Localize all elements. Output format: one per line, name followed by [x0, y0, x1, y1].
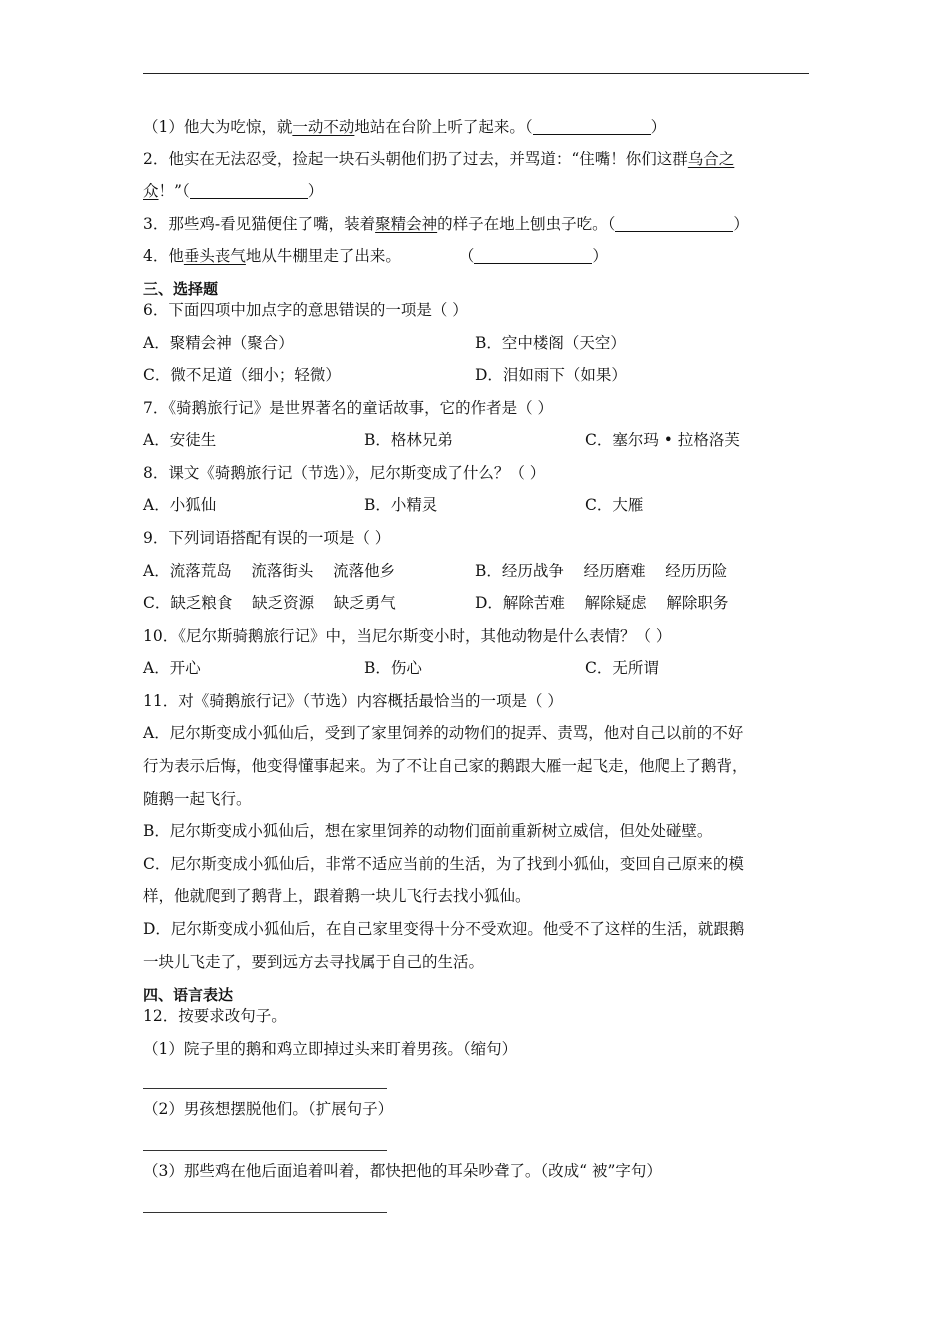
answer-blank[interactable] [615, 216, 733, 232]
item-text: 2．他实在无法忍受，捡起一块石头朝他们扔了过去，并骂道：“住嘴！你们这群 [143, 150, 688, 168]
section-heading-choice: 三、选择题 [143, 280, 219, 298]
answer-line[interactable] [143, 1150, 387, 1151]
question-9-stem: 9．下列词语搭配有误的一项是（ ） [143, 529, 391, 547]
q8-option-b[interactable]: B．小精灵 [364, 496, 438, 514]
q11-option-a[interactable]: A．尼尔斯变成小狐仙后，受到了家里饲养的动物们的捉弄、责骂，他对自己以前的不好 [143, 724, 744, 742]
item-text: 的样子在地上刨虫子吃。（ [437, 215, 616, 233]
synonym-item-4 [143, 245, 608, 267]
q11-option-d-cont: 一块儿飞走了，要到远方去寻找属于自己的生活。 [143, 953, 485, 971]
answer-blank[interactable] [474, 248, 592, 264]
q11-option-a-cont: 随鹅一起飞行。 [143, 790, 252, 808]
q7-option-c[interactable]: C．塞尔玛 • 拉格洛芙 [585, 431, 740, 449]
q9-option-c[interactable]: C．缺乏粮食 缺乏资源 缺乏勇气 [143, 594, 396, 612]
item-text: ） [650, 118, 667, 136]
q8-option-a[interactable]: A．小狐仙 [143, 496, 217, 514]
section-heading-language: 四、语言表达 [143, 986, 234, 1004]
synonym-item-2-line1 [143, 148, 734, 170]
question-8-stem: 8．课文《骑鹅旅行记（节选）》，尼尔斯变成了什么？（ ） [143, 464, 546, 482]
q9-option-a[interactable]: A．流落荒岛 流落街头 流落他乡 [143, 562, 396, 580]
answer-line[interactable] [143, 1212, 387, 1213]
q11-option-b[interactable]: B．尼尔斯变成小狐仙后，想在家里饲养的动物们面前重新树立威信，但处处碰壁。 [143, 822, 713, 840]
q6-option-c[interactable]: C．微不足道（细小；轻微） [143, 366, 341, 384]
synonym-item-1 [143, 116, 666, 138]
item-text: ） [733, 215, 749, 233]
q7-option-b[interactable]: B．格林兄弟 [364, 431, 453, 449]
underlined-idiom: 聚精会神 [375, 215, 438, 233]
question-11-stem: 11．对《骑鹅旅行记》（节选）内容概括最恰当的一项是（ ） [143, 692, 563, 710]
item-text: 4．他 [143, 247, 184, 265]
q6-option-b[interactable]: B．空中楼阁（天空） [475, 334, 626, 352]
q6-option-d[interactable]: D．泪如雨下（如果） [475, 366, 627, 384]
question-6-stem: 6．下面四项中加点字的意思错误的一项是（ ） [143, 301, 468, 319]
q6-option-a[interactable]: A．聚精会神（聚合） [143, 334, 294, 352]
q11-option-a-cont: 行为表示后悔，他变得懂事起来。为了不让自己家的鹅跟大雁一起飞走，他爬上了鹅背， [143, 757, 748, 775]
q11-option-d[interactable]: D．尼尔斯变成小狐仙后，在自己家里变得十分不受欢迎。他受不了这样的生活，就跟鹅 [143, 920, 745, 938]
item-text: 3．那些鸡-看见猫便住了嘴，装着 [143, 215, 376, 233]
q9-option-b[interactable]: B．经历战争 经历磨难 经历历险 [475, 562, 728, 580]
item-text: （1）他大为吃惊，就 [143, 118, 293, 136]
q8-option-c[interactable]: C．大雁 [585, 496, 644, 514]
item-text: 地站在台阶上听了起来。（ [354, 118, 533, 136]
q7-option-a[interactable]: A．安徒生 [143, 431, 217, 449]
q12-sub-2: （2）男孩想摆脱他们。（扩展句子） [143, 1100, 394, 1118]
item-text: ） [592, 247, 608, 265]
q11-option-c[interactable]: C．尼尔斯变成小狐仙后，非常不适应当前的生活，为了找到小狐仙，变回自己原来的模 [143, 855, 744, 873]
header-rule [143, 73, 809, 74]
q12-sub-3: （3）那些鸡在他后面追着叫着，都快把他的耳朵吵聋了。（改成“ 被”字句） [143, 1162, 662, 1180]
question-7-stem: 7．《骑鹅旅行记》是世界著名的童话故事，它的作者是（ ） [143, 399, 554, 417]
answer-blank[interactable] [190, 183, 308, 199]
underlined-idiom: 众 [143, 182, 159, 200]
synonym-item-2-line2 [143, 180, 323, 202]
question-12-stem: 12．按要求改句子。 [143, 1007, 287, 1025]
underlined-idiom: 垂头丧气 [183, 247, 246, 265]
answer-blank[interactable] [533, 119, 651, 135]
item-text: 地从牛棚里走了出来。 [245, 247, 401, 265]
item-text: ！”（ [158, 182, 190, 200]
q9-option-d[interactable]: D．解除苦难 解除疑虑 解除职务 [475, 594, 729, 612]
q10-option-a[interactable]: A．开心 [143, 659, 201, 677]
answer-line[interactable] [143, 1088, 387, 1089]
question-10-stem: 10．《尼尔斯骑鹅旅行记》中，当尼尔斯变小时，其他动物是什么表情？（ ） [143, 627, 672, 645]
q10-option-b[interactable]: B．伤心 [364, 659, 422, 677]
q11-option-c-cont: 样，他就爬到了鹅背上，跟着鹅一块儿飞行去找小狐仙。 [143, 887, 531, 905]
q12-sub-1: （1）院子里的鹅和鸡立即掉过头来盯着男孩。（缩句） [143, 1040, 518, 1058]
item-text: ） [307, 182, 324, 200]
underlined-idiom: 乌合之 [687, 150, 735, 168]
underlined-idiom: 一动不动 [292, 118, 355, 136]
q10-option-c[interactable]: C．无所谓 [585, 659, 659, 677]
synonym-item-3 [143, 213, 749, 235]
item-text: （ [458, 247, 475, 265]
